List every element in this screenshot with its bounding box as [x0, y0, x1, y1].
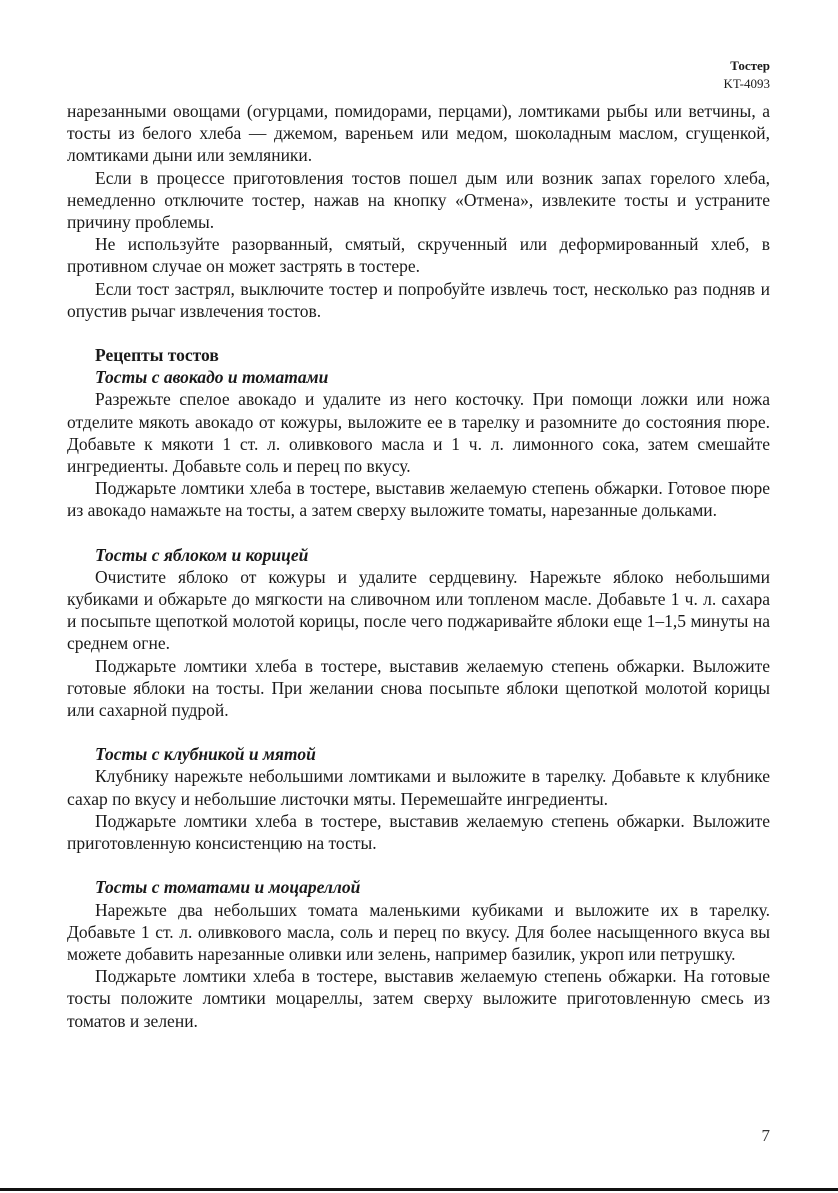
header-model-number: KT-4093 — [723, 76, 770, 91]
recipe-paragraph: Нарежьте два небольших томата маленькими кубиками и выложите их в тарелку. Добавьте 1 ст. л. оливкового масла, соль и перец по вкусу. Для более насыщенного вкуса вы можете добавить нарезанные оливки или зелень, например базилик, укроп или петрушку. — [67, 899, 770, 964]
recipe-paragraph: Поджарьте ломтики хлеба в тостере, выставив желаемую степень обжарки. На готовые тосты положите ломтики моцареллы, затем сверху выложите приготовленную смесь из томатов и зелени. — [67, 966, 770, 1031]
page-header — [724, 57, 770, 93]
recipe-strawberry — [67, 743, 770, 854]
recipe-apple — [67, 544, 770, 722]
intro-paragraph: нарезанными овощами (огурцами, помидорами, перцами), ломтиками рыбы или ветчины, а тосты из белого хлеба — джемом, вареньем или медом, шоколадным маслом, сгущенкой, ломтиками дыни или земляники. — [67, 101, 770, 166]
recipe-paragraph: Поджарьте ломтики хлеба в тостере, выставив желаемую степень обжарки. Выложите готовые яблоки на тосты. При желании снова посыпьте яблоки щепоткой молотой корицы или сахарной пудрой. — [67, 655, 770, 721]
recipe-title: Тосты с клубникой и мятой — [95, 744, 316, 765]
recipe-avocado — [67, 366, 770, 521]
recipe-mozzarella — [67, 876, 770, 1031]
recipe-paragraph: Поджарьте ломтики хлеба в тостере, выставив желаемую степень обжарки. Выложите приготовленную консистенцию на тосты. — [67, 810, 770, 854]
intro-paragraph: Если тост застрял, выключите тостер и попробуйте извлечь тост, несколько раз подняв и опустив рычаг извлечения тостов. — [67, 278, 770, 321]
section-title: Рецепты тостов — [95, 345, 219, 366]
header-product-name: Тостер — [730, 58, 770, 73]
page-number: 7 — [761, 1126, 770, 1145]
recipe-title: Тосты с томатами и моцареллой — [95, 877, 361, 898]
intro-paragraph: Не используйте разорванный, смятый, скрученный или деформированный хлеб, в противном случае он может застрять в тостере. — [67, 234, 770, 277]
recipe-title: Тосты с яблоком и корицей — [95, 544, 309, 565]
recipe-paragraph: Клубнику нарежьте небольшими ломтиками и выложите в тарелку. Добавьте к клубнике сахар по вкусу и небольшие листочки мяты. Перемешайте ингредиенты. — [67, 766, 770, 809]
recipe-paragraph: Поджарьте ломтики хлеба в тостере, выставив желаемую степень обжарки. Готовое пюре из авокадо намажьте на тосты, а затем сверху выложите томаты, нарезанные дольками. — [67, 478, 770, 521]
footer-divider — [0, 1188, 838, 1191]
intro-paragraph: Если в процессе приготовления тостов пошел дым или возник запах горелого хлеба, немедленно отключите тостер, нажав на кнопку «Отмена», извлеките тосты и устраните причину проблемы. — [67, 167, 770, 233]
recipe-title: Тосты с авокадо и томатами — [95, 367, 329, 388]
recipe-paragraph: Разрежьте спелое авокадо и удалите из него косточку. При помощи ложки или ножа отделите мякоть авокадо от кожуры, выложите ее в тарелку и разомните до состояния пюре. Добавьте к мякоти 1 ст. л. оливкового масла и 1 ч. л. лимонного сока, затем смешайте ингредиенты. Добавьте соль и перец по вкусу. — [67, 389, 770, 477]
recipe-paragraph: Очистите яблоко от кожуры и удалите сердцевину. Нарежьте яблоко небольшими кубиками и обжарьте до мягкости на сливочном или топленом масле. Добавьте 1 ч. л. сахара и посыпьте щепоткой молотой корицы, после чего поджаривайте яблоки еще 1–1,5 минуты на среднем огне. — [67, 566, 770, 654]
page-body — [67, 100, 770, 1032]
